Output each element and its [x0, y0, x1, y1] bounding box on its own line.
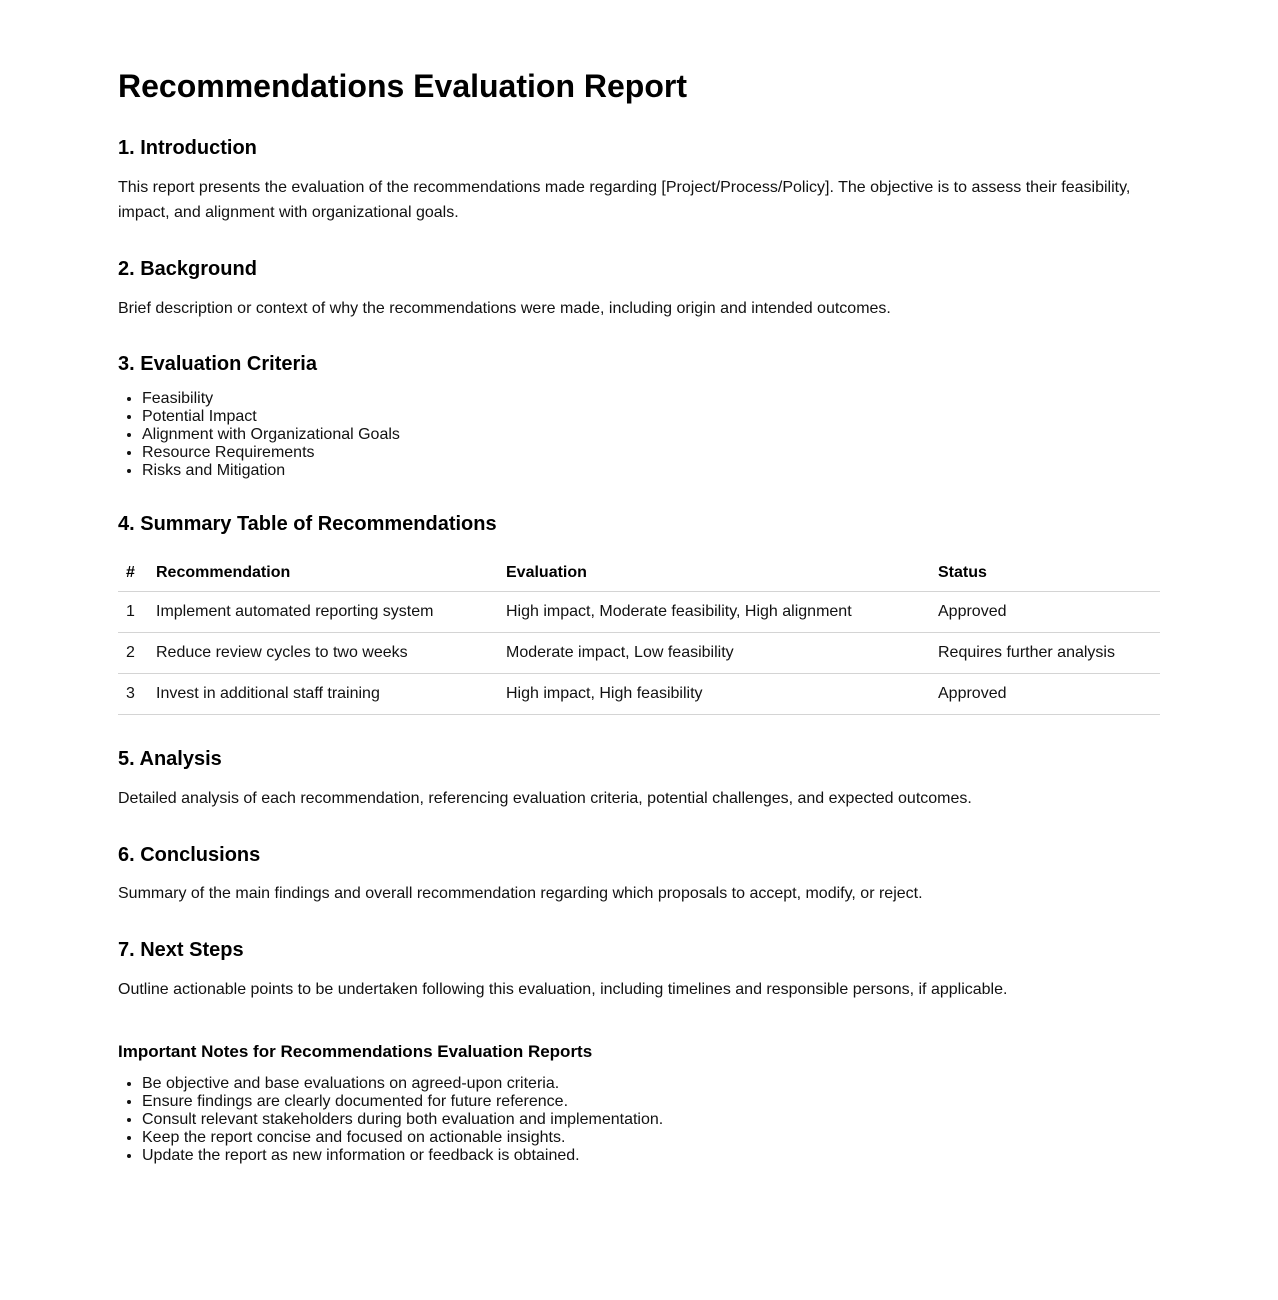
background-heading: 2. Background: [118, 258, 257, 280]
row-number: 3: [118, 674, 156, 715]
notes-item: • Update the report as new information or feedback is obtained.: [142, 1147, 663, 1165]
summary-heading: 4. Summary Table of Recommendations: [118, 513, 497, 535]
next-steps-text: Outline actionable points to be undertaken following this evaluation, including timelines and responsible persons, if applicable.: [118, 981, 1008, 998]
row-evaluation: High impact, High feasibility: [506, 674, 938, 715]
page-title: Recommendations Evaluation Report: [118, 68, 687, 104]
criteria-heading: 3. Evaluation Criteria: [118, 353, 317, 375]
row-status: Approved: [938, 592, 1160, 633]
row-number: 2: [118, 633, 156, 674]
column-header-number: #: [118, 554, 156, 592]
row-recommendation: Implement automated reporting system: [156, 592, 506, 633]
recommendations-table: [118, 554, 1160, 715]
next-steps-heading: 7. Next Steps: [118, 939, 244, 961]
table-header-row: [118, 554, 1160, 592]
conclusions-heading: 6. Conclusions: [118, 844, 261, 866]
row-evaluation: Moderate impact, Low feasibility: [506, 633, 938, 674]
notes-item: • Be objective and base evaluations on agreed-upon criteria.: [142, 1075, 663, 1093]
column-header-status: Status: [938, 554, 1160, 592]
criteria-item: • Risks and Mitigation: [142, 462, 400, 480]
introduction-heading: 1. Introduction: [118, 137, 257, 159]
row-status: Requires further analysis: [938, 633, 1160, 674]
column-header-recommendation: Recommendation: [156, 554, 506, 592]
row-recommendation: Reduce review cycles to two weeks: [156, 633, 506, 674]
row-number: 1: [118, 592, 156, 633]
column-header-evaluation: Evaluation: [506, 554, 938, 592]
row-status: Approved: [938, 674, 1160, 715]
table-row: [118, 633, 1160, 674]
table-row: [118, 592, 1160, 633]
criteria-item: • Resource Requirements: [142, 444, 400, 462]
notes-heading: Important Notes for Recommendations Evaluation Reports: [118, 1042, 593, 1061]
criteria-item: • Potential Impact: [142, 408, 400, 426]
criteria-item: • Feasibility: [142, 390, 400, 408]
conclusions-text: Summary of the main findings and overall recommendation regarding which proposals to accept, modify, or reject.: [118, 885, 923, 902]
table-row: [118, 674, 1160, 715]
analysis-heading: 5. Analysis: [118, 748, 222, 770]
notes-item: • Ensure findings are clearly documented for future reference.: [142, 1093, 663, 1111]
row-recommendation: Invest in additional staff training: [156, 674, 506, 715]
notes-item: • Keep the report concise and focused on actionable insights.: [142, 1129, 663, 1147]
criteria-list: [118, 390, 400, 480]
introduction-text: This report presents the evaluation of the recommendations made regarding [Project/Process/Policy]. The objective is to assess their feasibility, impact, and alignment with organizational goals.: [118, 179, 1131, 221]
row-evaluation: High impact, Moderate feasibility, High alignment: [506, 592, 938, 633]
notes-list: [118, 1075, 663, 1165]
criteria-item: • Alignment with Organizational Goals: [142, 426, 400, 444]
analysis-text: Detailed analysis of each recommendation, referencing evaluation criteria, potential challenges, and expected outcomes.: [118, 790, 972, 807]
notes-item: • Consult relevant stakeholders during both evaluation and implementation.: [142, 1111, 663, 1129]
background-text: Brief description or context of why the recommendations were made, including origin and intended outcomes.: [118, 300, 891, 317]
